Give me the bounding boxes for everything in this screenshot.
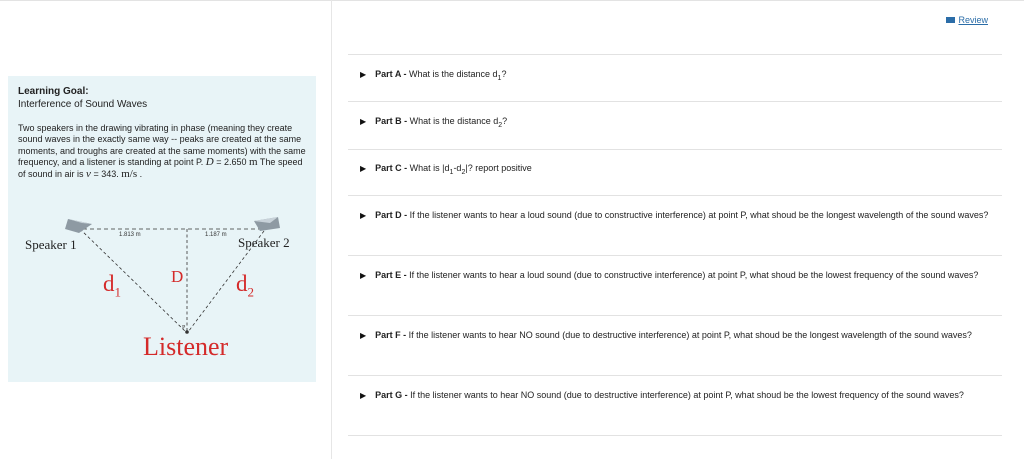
distance1-label: 1.813 m	[119, 232, 141, 238]
point-P-label: P	[182, 325, 186, 331]
part-d-row[interactable]: ▶ Part D - If the listener wants to hear a loud sound (due to constructive interference) at point P, what shoud be the longest wavelength of the sound waves?	[348, 195, 1002, 256]
expand-arrow-icon: ▶	[360, 70, 367, 79]
expand-arrow-icon: ▶	[360, 391, 367, 400]
v-value: = 343.	[90, 168, 122, 179]
speaker2-label: Speaker 2	[238, 235, 290, 250]
d1-main: d	[103, 271, 115, 296]
speaker2-icon	[254, 217, 280, 231]
part-b-row[interactable]: ▶ Part B - What is the distance $d_2$?	[348, 101, 1002, 150]
learning-goal-subtitle: Interference of Sound Waves	[18, 99, 148, 110]
learning-goal-title: Learning Goal:	[18, 86, 89, 97]
column-divider	[331, 0, 332, 459]
d2-label	[236, 271, 254, 301]
learning-goal-text	[18, 123, 310, 180]
part-label: Part C	[375, 163, 402, 173]
d1-sub: 1	[114, 284, 121, 300]
v-symbol: v	[86, 167, 91, 180]
part-a-row[interactable]: ▶ Part A - What is the distance $d_1$?	[348, 54, 1002, 101]
expand-arrow-icon: ▶	[360, 211, 367, 220]
goal-text-intro: Two speakers in the drawing vibrating in phase (meaning they create sound waves in the exactly same way -- peaks are created at the same moments, and troughs are created at the same moments) with the same frequency, and a listener is standing at point P.	[18, 123, 306, 168]
part-question: If the listener wants to hear NO sound (due to destructive interference) at point P, what shoud be the lowest frequency of the sound waves?	[410, 390, 964, 400]
D-symbol: D	[205, 156, 214, 169]
expand-arrow-icon: ▶	[360, 164, 367, 173]
part-question: What is $|d_1-d_2|$? report positive	[409, 163, 532, 176]
d1-label	[103, 271, 121, 301]
parts-bottom-border	[348, 435, 1002, 436]
part-label: Part F	[375, 330, 401, 340]
part-label: Part E	[375, 270, 402, 280]
part-question: If the listener wants to hear NO sound (due to destructive interference) at point P, what shoud be the longest wavelength of the sound waves?	[408, 330, 972, 340]
learning-goal-panel	[8, 76, 316, 382]
goal-text-speed: The speed of sound in air is	[18, 157, 303, 179]
part-g-row[interactable]: ▶ Part G - If the listener wants to hear NO sound (due to destructive interference) at point P, what shoud be the lowest frequency of the sound waves?	[348, 375, 1002, 436]
D-label: D	[171, 267, 184, 286]
part-label: Part G	[375, 390, 403, 400]
part-question: What is the distance $d_2$?	[409, 116, 508, 129]
part-question: If the listener wants to hear a loud sound (due to constructive interference) at point P, what shoud be the longest wavelength of the sound waves?	[409, 210, 989, 220]
part-question: If the listener wants to hear a loud sound (due to constructive interference) at point P, what shoud be the lowest frequency of the sound waves?	[409, 270, 979, 280]
distance2-label: 1.187 m	[205, 232, 227, 238]
review-link[interactable]	[946, 15, 988, 25]
v-unit: m/s	[121, 167, 138, 180]
part-f-row[interactable]: ▶ Part F - If the listener wants to hear NO sound (due to destructive interference) at point P, what shoud be the longest wavelength of the sound waves?	[348, 315, 1002, 376]
d2-sub: 2	[247, 284, 254, 300]
speaker1-label: Speaker 1	[25, 237, 77, 252]
goal-text-end: .	[137, 168, 143, 179]
d2-main: d	[236, 271, 248, 296]
part-question: What is the distance $d_1$?	[409, 69, 507, 82]
review-label: Review	[958, 15, 988, 25]
speaker1-icon	[65, 219, 92, 233]
part-e-row[interactable]: ▶ Part E - If the listener wants to hear a loud sound (due to constructive interference) at point P, what shoud be the lowest frequency of the sound waves?	[348, 255, 1002, 316]
expand-arrow-icon: ▶	[360, 117, 367, 126]
part-label: Part B	[375, 116, 402, 126]
expand-arrow-icon: ▶	[360, 331, 367, 340]
expand-arrow-icon: ▶	[360, 271, 367, 280]
review-icon	[946, 17, 955, 23]
speaker-diagram	[8, 201, 316, 382]
D-unit: m	[249, 156, 258, 169]
part-c-row[interactable]: ▶ Part C - What is $|d_1-d_2|$? report positive	[348, 149, 1002, 196]
top-border	[0, 0, 1024, 1]
part-label: Part D	[375, 210, 402, 220]
part-label: Part A	[375, 69, 401, 79]
listener-label: Listener	[143, 332, 229, 361]
D-value: = 2.650	[213, 157, 250, 168]
